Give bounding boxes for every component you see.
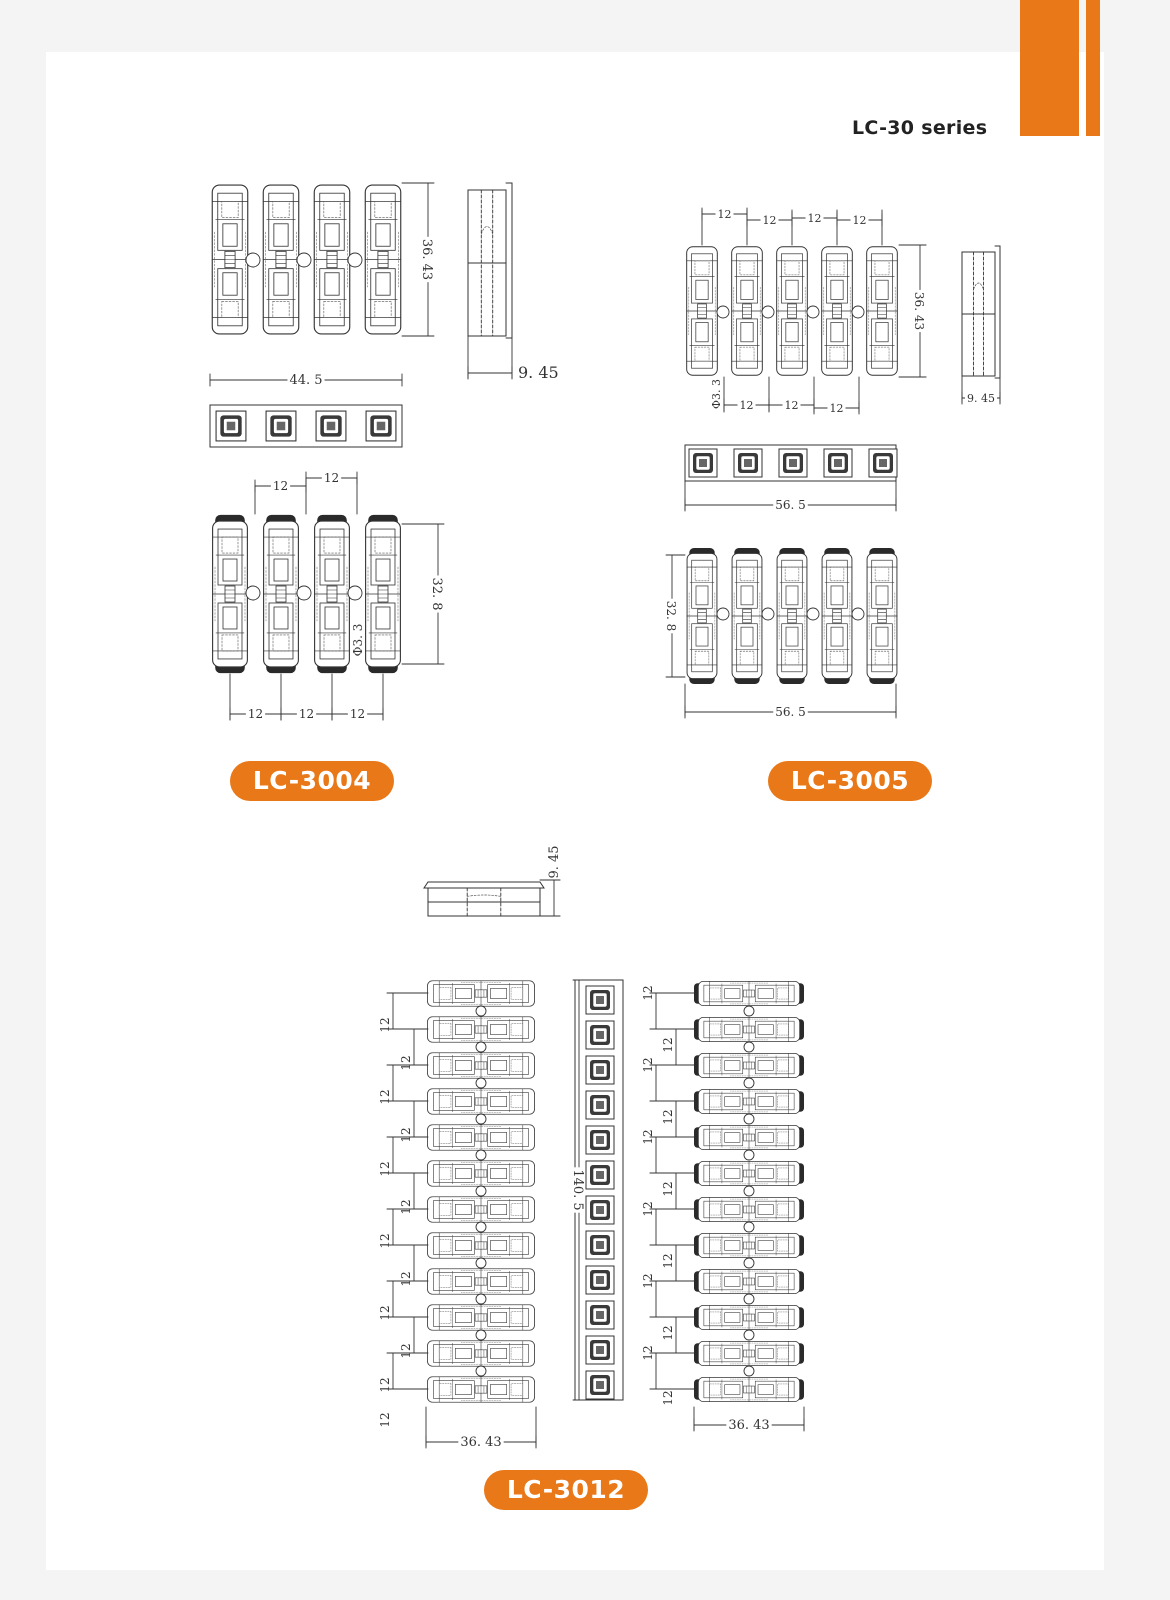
lc3012-left-hole-7 (476, 1258, 486, 1268)
lc3012-left-hole-4 (476, 1150, 486, 1160)
lc3012-right-pitch-label-6: 12 (641, 1201, 655, 1217)
lc3012-right-hole-5 (744, 1186, 754, 1196)
lc3012-left-pitch-label-0: 12 (378, 1017, 392, 1033)
lc3004-top-module-1 (263, 185, 298, 334)
lc3012-right-pitch-label-5: 12 (661, 1181, 675, 1197)
lc3005-pitch-bot-b: 12 (784, 399, 799, 412)
lc3005-pitch-top-b: 12 (762, 214, 777, 227)
lc3012-left-hole-10 (476, 1366, 486, 1376)
lc3012-left-module-2 (427, 1053, 534, 1079)
lc3012-right-module-9 (694, 1305, 804, 1329)
lc3012-left-pitch-label-3: 12 (399, 1127, 413, 1143)
lc3004-bottom-module-0 (213, 515, 248, 673)
lc3012-left-hole-3 (476, 1114, 486, 1124)
lc3012-right-module-2 (694, 1053, 804, 1077)
lc3012-left-module-0 (427, 981, 534, 1007)
lc3012-right-hole-7 (744, 1258, 754, 1268)
lc3005-height-dim: 36. 43 (912, 291, 926, 331)
lc3012-right-hole-8 (744, 1294, 754, 1304)
lc3005-pitch-bot-a: 12 (739, 399, 754, 412)
lc3005-end-cell-1 (734, 449, 762, 477)
lc3012-right-hole-9 (744, 1330, 754, 1340)
lc3012-left-hole-5 (476, 1186, 486, 1196)
lc3005-top-hole-2 (807, 306, 819, 318)
lc3012-right-width-dim: 36. 43 (728, 1418, 770, 1433)
lc3012-right-module-4 (694, 1125, 804, 1149)
lc3012-end-cell-1 (586, 1021, 614, 1049)
lc3005-bottom-module-1 (732, 548, 762, 684)
lc3012-left-module-10 (427, 1341, 534, 1367)
lc3005-bottom-hole-3 (852, 608, 864, 620)
lc3012-right-hole-3 (744, 1114, 754, 1124)
lc3004-height-dim: 36. 43 (419, 238, 434, 281)
lc3005-end-cell-4 (869, 449, 897, 477)
lc3004-end-cell-0 (216, 411, 246, 441)
lc3012-left-pitch-label-2: 12 (378, 1089, 392, 1105)
lc3012-right-pitch-label-9: 12 (661, 1325, 675, 1341)
lc3012-left-pitch-label-9: 12 (399, 1343, 413, 1359)
lc3012-right-pitch-label-1: 12 (661, 1037, 675, 1053)
lc3012-left-module-8 (427, 1269, 534, 1295)
lc3012-right-pitch-label-0: 12 (641, 985, 655, 1001)
lc3012-end-cell-3 (586, 1091, 614, 1119)
lc3012-left-pitch-label-1: 12 (399, 1055, 413, 1071)
lc3004-bottom-module-1 (264, 515, 299, 673)
series-title: LC-30 series (852, 117, 988, 139)
lc3005-width-bottom-dim: 56. 5 (775, 705, 806, 719)
lc3012-end-cell-9 (586, 1301, 614, 1329)
lc3005-pitch-bot-c: 12 (829, 402, 844, 415)
lc3012-left-hole-8 (476, 1294, 486, 1304)
lc3005-bottom-hole-1 (762, 608, 774, 620)
lc3012-left-module-5 (427, 1161, 534, 1187)
lc3012-right-pitch-label-3: 12 (661, 1109, 675, 1125)
lc3005-hole-label: Φ3. 3 (710, 378, 723, 410)
lc3012-left-module-7 (427, 1233, 534, 1259)
lc3012-right-hole-2 (744, 1078, 754, 1088)
lc3012-left-pitch-label-5: 12 (399, 1199, 413, 1215)
lc3012-right-pitch-label-4: 12 (641, 1129, 655, 1145)
lc3005-top-hole-0 (717, 306, 729, 318)
lc3012-right-hole-0 (744, 1006, 754, 1016)
lc3012-right-pitch-label-end: 12 (661, 1390, 675, 1406)
lc3012-end-cell-5 (586, 1161, 614, 1189)
lc3004-width-dim: 44. 5 (289, 373, 323, 388)
lc3005-top-module-4 (867, 247, 898, 375)
lc3012-left-module-4 (427, 1125, 534, 1151)
lc3005-top-hole-3 (852, 306, 864, 318)
lc3012-left-pitch-label-6: 12 (378, 1233, 392, 1249)
lc3012-left-module-1 (427, 1017, 534, 1043)
lc3012-right-hole-4 (744, 1150, 754, 1160)
lc3012-right-module-1 (694, 1017, 804, 1041)
lc3012-end-cell-8 (586, 1266, 614, 1294)
lc3012-left-width-dim: 36. 43 (460, 1435, 502, 1450)
lc3012-right-module-11 (694, 1377, 804, 1401)
lc3004-top-hole-2 (348, 253, 362, 267)
lc3012-right-pitch-label-8: 12 (641, 1273, 655, 1289)
lc3004-pitch-bottom-c: 12 (349, 707, 366, 721)
lc3012-left-pitch-label-end: 12 (378, 1412, 392, 1428)
lc3004-height-bottom-dim: 32. 8 (429, 577, 444, 611)
lc3012-right-hole-10 (744, 1366, 754, 1376)
lc3012-right-module-6 (694, 1197, 804, 1221)
lc3005-height-bottom-dim: 32. 8 (664, 600, 678, 632)
lc3012-left-module-3 (427, 1089, 534, 1115)
lc3005-bottom-module-0 (687, 548, 717, 684)
lc3012-end-cell-11 (586, 1371, 614, 1399)
lc3012-right-pitch-label-2: 12 (641, 1057, 655, 1073)
lc3005-pitch-top-a: 12 (717, 208, 732, 221)
lc3012-right-module-5 (694, 1161, 804, 1185)
lc3012-end-cell-10 (586, 1336, 614, 1364)
lc3004-end-cell-2 (316, 411, 346, 441)
lc3005-end-cell-3 (824, 449, 852, 477)
lc3012-right-module-7 (694, 1233, 804, 1257)
lc3005-top-module-1 (732, 247, 763, 375)
lc3005-top-module-3 (822, 247, 853, 375)
lc3004-hole-label: Φ3. 3 (351, 623, 365, 657)
lc3004-pitch-top-b: 12 (323, 471, 340, 485)
lc3005-pitch-top-d: 12 (852, 214, 867, 227)
lc3005-bottom-module-3 (822, 548, 852, 684)
lc3012-left-hole-9 (476, 1330, 486, 1340)
model-badge-lc-3005: LC-3005 (768, 761, 932, 801)
lc3012-right-pitch-label-10: 12 (641, 1345, 655, 1361)
lc3005-top-hole-1 (762, 306, 774, 318)
lc3004-pitch-top-a: 12 (272, 479, 289, 493)
lc3012-end-cell-0 (586, 986, 614, 1014)
lc3012-left-hole-1 (476, 1042, 486, 1052)
lc3012-length-dim: 140. 5 (570, 1169, 585, 1211)
lc3012-left-hole-0 (476, 1006, 486, 1016)
lc3012-left-pitch-label-10: 12 (378, 1377, 392, 1393)
lc3005-end-cell-0 (689, 449, 717, 477)
lc3005-bottom-hole-2 (807, 608, 819, 620)
lc3004-bottom-module-3 (366, 515, 401, 673)
lc3012-left-pitch-label-7: 12 (399, 1271, 413, 1287)
lc3012-thickness-label: 9. 45 (547, 845, 562, 879)
lc3005-width-dim: 56. 5 (775, 498, 806, 512)
lc3004-bottom-hole-0 (246, 586, 260, 600)
lc3012-end-cell-4 (586, 1126, 614, 1154)
lc3005-bottom-hole-0 (717, 608, 729, 620)
lc3004-bottom-module-2 (315, 515, 350, 673)
lc3012-end-cell-6 (586, 1196, 614, 1224)
lc3012-left-hole-2 (476, 1078, 486, 1088)
lc3005-bottom-module-2 (777, 548, 807, 684)
lc3004-thickness-label: 9. 45 (518, 363, 559, 382)
lc3005-end-cell-2 (779, 449, 807, 477)
lc3012-right-module-0 (694, 981, 804, 1005)
lc3004-bottom-hole-1 (297, 586, 311, 600)
lc3004-pitch-bottom-b: 12 (298, 707, 315, 721)
lc3012-right-module-3 (694, 1089, 804, 1113)
lc3004-end-cell-3 (366, 411, 396, 441)
lc3012-left-module-6 (427, 1197, 534, 1223)
lc3004-top-hole-0 (246, 253, 260, 267)
model-badge-lc-3004: LC-3004 (230, 761, 394, 801)
lc3012-right-hole-1 (744, 1042, 754, 1052)
lc3012-end-cell-2 (586, 1056, 614, 1084)
lc3004-bottom-hole-2 (348, 586, 362, 600)
lc3005-thickness-dim: 9. 45 (967, 392, 995, 405)
lc3005-top-module-2 (777, 247, 808, 375)
lc3004-top-module-2 (314, 185, 349, 334)
lc3012-end-cell-7 (586, 1231, 614, 1259)
lc3004-top-module-3 (365, 185, 400, 334)
lc3012-right-module-10 (694, 1341, 804, 1365)
lc3012-left-pitch-label-4: 12 (378, 1161, 392, 1177)
lc3005-top-module-0 (687, 247, 718, 375)
lc3012-right-pitch-label-7: 12 (661, 1253, 675, 1269)
lc3012-left-hole-6 (476, 1222, 486, 1232)
model-badge-lc-3012: LC-3012 (484, 1470, 648, 1510)
lc3004-pitch-bottom-a: 12 (247, 707, 264, 721)
lc3004-top-hole-1 (297, 253, 311, 267)
lc3004-end-cell-1 (266, 411, 296, 441)
lc3012-left-module-11 (427, 1377, 534, 1403)
lc3012-left-pitch-label-8: 12 (378, 1305, 392, 1321)
lc3005-pitch-top-c: 12 (807, 212, 822, 225)
lc3012-right-hole-6 (744, 1222, 754, 1232)
lc3012-left-module-9 (427, 1305, 534, 1331)
lc3005-bottom-module-4 (867, 548, 897, 684)
lc3004-top-module-0 (212, 185, 247, 334)
lc3012-right-module-8 (694, 1269, 804, 1293)
